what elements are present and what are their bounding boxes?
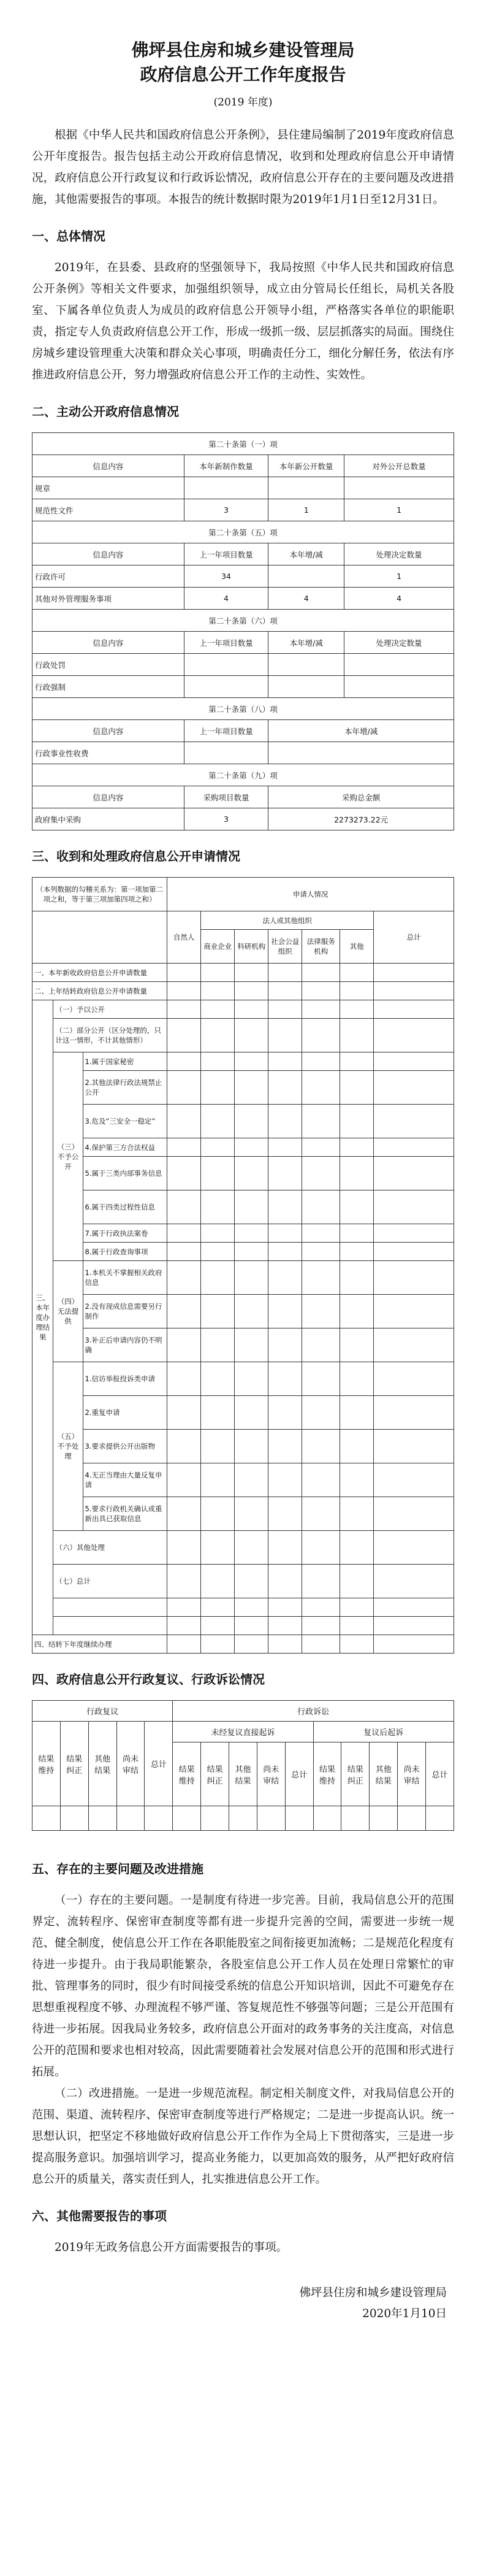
table-caption: 第二十条第（八）项 bbox=[32, 698, 454, 720]
table-cell: 2273273.22元 bbox=[268, 808, 454, 830]
table-row-label: 行政事业性收费 bbox=[32, 742, 184, 764]
table-header: 法人或其他组织 bbox=[201, 911, 374, 930]
table-row-label: 6.属于四类过程性信息 bbox=[83, 1190, 167, 1224]
table-row-label: 行政强制 bbox=[32, 676, 184, 698]
section-1-title: 一、总体情况 bbox=[32, 229, 105, 243]
table-header: 信息内容 bbox=[32, 786, 184, 808]
table-header: 其他结果 bbox=[370, 1742, 398, 1806]
table-cell: 4 bbox=[268, 588, 344, 610]
table-header: 采购总金额 bbox=[268, 786, 454, 808]
table-row-label: 1.本机关不掌握相关政府信息 bbox=[83, 1261, 167, 1295]
table-header: 信息内容 bbox=[32, 543, 184, 565]
table-header: 其他 bbox=[340, 930, 374, 964]
title-line-2: 政府信息公开工作年度报告 bbox=[140, 64, 346, 85]
table-header: 社会公益组织 bbox=[268, 930, 302, 964]
table-header: 本年新制作数量 bbox=[184, 455, 268, 477]
table-cell: 4 bbox=[344, 588, 454, 610]
table-row-label: 3.危及“三安全一稳定” bbox=[83, 1105, 167, 1138]
table-row-label: 5.属于三类内部事务信息 bbox=[83, 1157, 167, 1190]
table-cell: 3 bbox=[184, 499, 268, 521]
signature-block bbox=[32, 2283, 454, 2325]
table-header: 申请人情况 bbox=[167, 878, 454, 911]
table-header: 未经复议直接起诉 bbox=[173, 1722, 313, 1742]
table-row-label: （一）予以公开 bbox=[53, 1000, 167, 1019]
table-header: 法律服务机构 bbox=[302, 930, 340, 964]
table-row-label: 2.重复申请 bbox=[83, 1396, 167, 1430]
table-row-label: 3.要求提供公开出版物 bbox=[83, 1430, 167, 1463]
table-row-label: 1.属于国家秘密 bbox=[83, 1052, 167, 1071]
intro-paragraph: 根据《中华人民共和国政府信息公开条例》，县住建局编制了2019年度政府信息公开年度报告。报告包括主动公开政府信息情况，收到和处理政府信息公开申请情况，政府信息公开行政复议和行政诉讼情况，政府信息公开存在的主要问题及改进措施，其他需要报告的事项。本报告的统计数据时限为2019年1月1日至12月31日。 bbox=[32, 129, 454, 206]
table-row-label: 2.没有现成信息需要另行制作 bbox=[83, 1295, 167, 1328]
table-row-label: 1.信访举报投诉类申请 bbox=[83, 1362, 167, 1396]
table-header: 结果纠正 bbox=[341, 1742, 370, 1806]
table-header: 自然人 bbox=[167, 911, 201, 964]
table-row-label: 规范性文件 bbox=[32, 499, 184, 521]
table-header: 本年增/减 bbox=[268, 543, 344, 565]
table-header: 结果纠正 bbox=[60, 1722, 88, 1806]
table-cell: 34 bbox=[184, 565, 268, 588]
table-header: 其他结果 bbox=[88, 1722, 116, 1806]
table-cell: 1 bbox=[344, 565, 454, 588]
table-cell: 3 bbox=[184, 808, 268, 830]
table-row-label: 8.属于行政查询事项 bbox=[83, 1243, 167, 1261]
table-header: 尚未审结 bbox=[116, 1722, 145, 1806]
report-year: (2019 年度) bbox=[213, 96, 273, 109]
table-row-label: 三、本年度办理结果 bbox=[32, 1000, 53, 1635]
table-row-label: 2.其他法律行政法规禁止公开 bbox=[83, 1071, 167, 1105]
table-row-label: （六）其他处理 bbox=[53, 1531, 167, 1565]
table-header: 总计 bbox=[285, 1742, 313, 1806]
table-row-label: （二）部分公开（区分处理的，只计这一情形，不计其他情形） bbox=[53, 1019, 167, 1052]
table-cell: 4 bbox=[184, 588, 268, 610]
table-cell: 1 bbox=[268, 499, 344, 521]
table-row-label: （三）不予公开 bbox=[53, 1052, 83, 1261]
table-header: 行政复议 bbox=[32, 1701, 173, 1722]
proactive-disclosure-table bbox=[32, 432, 454, 830]
table-header: 信息内容 bbox=[32, 455, 184, 477]
table-row-label: （四）无法提供 bbox=[53, 1261, 83, 1362]
table-header: 信息内容 bbox=[32, 632, 184, 654]
table-header: 总计 bbox=[374, 911, 454, 964]
table-header: 总计 bbox=[145, 1722, 173, 1806]
signature-date: 2020年1月10日 bbox=[362, 2307, 447, 2320]
table-row-label: 5.要求行政机关确认或重新出具已获取信息 bbox=[83, 1497, 167, 1531]
table-header: （本列数据的勾稽关系为：第一项加第二项之和，等于第三项加第四项之和） bbox=[32, 878, 167, 911]
signature-org: 佛坪县住房和城乡建设管理局 bbox=[299, 2287, 447, 2299]
table-header: 本年增/减 bbox=[268, 632, 344, 654]
table-caption: 第二十条第（六）项 bbox=[32, 610, 454, 632]
table-row-label: 7.属于行政执法案卷 bbox=[83, 1224, 167, 1243]
section-6-paragraph: 2019年无政务信息公开方面需要报告的事项。 bbox=[55, 2241, 288, 2254]
table-header: 结果维持 bbox=[173, 1742, 201, 1806]
table-header: 处理决定数量 bbox=[344, 632, 454, 654]
table-header: 处理决定数量 bbox=[344, 543, 454, 565]
table-row-label: 其他对外管理服务事项 bbox=[32, 588, 184, 610]
table-header: 总计 bbox=[426, 1742, 454, 1806]
table-header: 结果维持 bbox=[313, 1742, 341, 1806]
table-header: 上一年项目数量 bbox=[184, 543, 268, 565]
table-header: 尚未审结 bbox=[257, 1742, 285, 1806]
table-row-label: 四、结转下年度继续办理 bbox=[32, 1635, 167, 1654]
table-header: 上一年项目数量 bbox=[184, 720, 268, 742]
table-row-label: 一、本年新收政府信息公开申请数量 bbox=[32, 964, 167, 982]
table-caption: 第二十条第（五）项 bbox=[32, 521, 454, 543]
table-header: 本年新公开数量 bbox=[268, 455, 344, 477]
title-line-1: 佛坪县住房和城乡建设管理局 bbox=[131, 40, 355, 60]
table-header: 商业企业 bbox=[201, 930, 235, 964]
table-row-label: 3.补正后申请内容仍不明确 bbox=[83, 1328, 167, 1362]
table-row-label: （七）总计 bbox=[53, 1565, 167, 1598]
table-row-label: 4.保护第三方合法权益 bbox=[83, 1138, 167, 1157]
table-cell: 1 bbox=[344, 499, 454, 521]
table-header: 上一年项目数量 bbox=[184, 632, 268, 654]
section-5-title: 五、存在的主要问题及改进措施 bbox=[32, 1861, 203, 1876]
table-row-label: 规章 bbox=[32, 477, 184, 499]
section-5-paragraph-1: （一）存在的主要问题。一是制度有待进一步完善。目前，我局信息公开的范围界定、流转程序、保密审查制度等都有进一步提升完善的空间，需要进一步统一规范、健全制度，使信息公开工作在各职能股室之间衔接更加流畅；二是规范化程度有待进一步提升。由于我局职能繁杂，各股室信息公开工作人员在处理日常繁忙的审批、管理事务的同时，很少有时间接受系统的信息公开知识培训，因此不可避免存在思想重视程度不够、办理流程不够严谨、答复规范性不够强等问题；三是公开范围有待进一步拓展。因我局业务较多，政府信息公开面对的政务事务的关注度高，对信息公开的范围和要求也相对较高，因此需要随着社会发展对信息公开的范围和形式进行拓展。 bbox=[32, 1894, 454, 2079]
table-caption: 第二十条第（九）项 bbox=[32, 764, 454, 786]
review-litigation-table bbox=[32, 1700, 454, 1831]
table-header: 科研机构 bbox=[235, 930, 268, 964]
table-row-label: 政府集中采购 bbox=[32, 808, 184, 830]
report-title bbox=[32, 38, 454, 87]
table-row-label: 行政许可 bbox=[32, 565, 184, 588]
section-2-title: 二、主动公开政府信息情况 bbox=[32, 404, 179, 419]
table-header: 对外公开总数量 bbox=[344, 455, 454, 477]
section-6-title: 六、其他需要报告的事项 bbox=[32, 2209, 167, 2223]
table-header: 信息内容 bbox=[32, 720, 184, 742]
section-1-paragraph: 2019年，在县委、县政府的坚强领导下，我局按照《中华人民共和国政府信息公开条例》等相关文件要求，加强组织领导，成立由分管局长任组长，局机关各股室、下属各单位负责人为成员的政府信息公开领导小组，严格落实各单位的职能职责，指定专人负责政府信息公开工作，形成一级抓一级、层层抓落实的局面。围绕住房城乡建设管理重大决策和群众关心事项，明确责任分工，细化分解任务，依法有序推进政府信息公开，努力增强政府信息公开工作的主动性、实效性。 bbox=[32, 261, 454, 381]
table-header: 结果纠正 bbox=[201, 1742, 229, 1806]
table-header: 本年增/减 bbox=[268, 720, 454, 742]
table-header: 尚未审结 bbox=[398, 1742, 426, 1806]
table-cell bbox=[268, 565, 344, 588]
requests-table bbox=[32, 877, 454, 1654]
table-header: 其他结果 bbox=[229, 1742, 257, 1806]
table-header: 复议后起诉 bbox=[313, 1722, 454, 1742]
section-5-paragraph-2: （二）改进措施。一是进一步规范流程。制定相关制度文件，对我局信息公开的范围、渠道、流转程序、保密审查制度等进行严格规定；二是进一步提高认识。统一思想认识，把坚定不移地做好政府信息公开工作作为全局上下贯彻落实，三是进一步提高服务意识。加强培训学习，提高业务能力，以更加高效的服务，从严把好政府信息公开的质量关，落实责任到人，扎实推进信息公开工作。 bbox=[32, 2087, 454, 2186]
table-header: 结果维持 bbox=[32, 1722, 61, 1806]
table-row-label: 4.无正当理由大量反复申请 bbox=[83, 1463, 167, 1497]
table-row-label: 行政处罚 bbox=[32, 654, 184, 676]
section-4-title: 四、政府信息公开行政复议、行政诉讼情况 bbox=[32, 1672, 265, 1687]
table-caption: 第二十条第（一）项 bbox=[32, 433, 454, 455]
table-row-label: 二、上年结转政府信息公开申请数量 bbox=[32, 982, 167, 1000]
table-header: 采购项目数量 bbox=[184, 786, 268, 808]
table-row-label: （五）不予处理 bbox=[53, 1362, 83, 1531]
section-3-title: 三、收到和处理政府信息公开申请情况 bbox=[32, 849, 240, 864]
table-header: 行政诉讼 bbox=[173, 1701, 454, 1722]
